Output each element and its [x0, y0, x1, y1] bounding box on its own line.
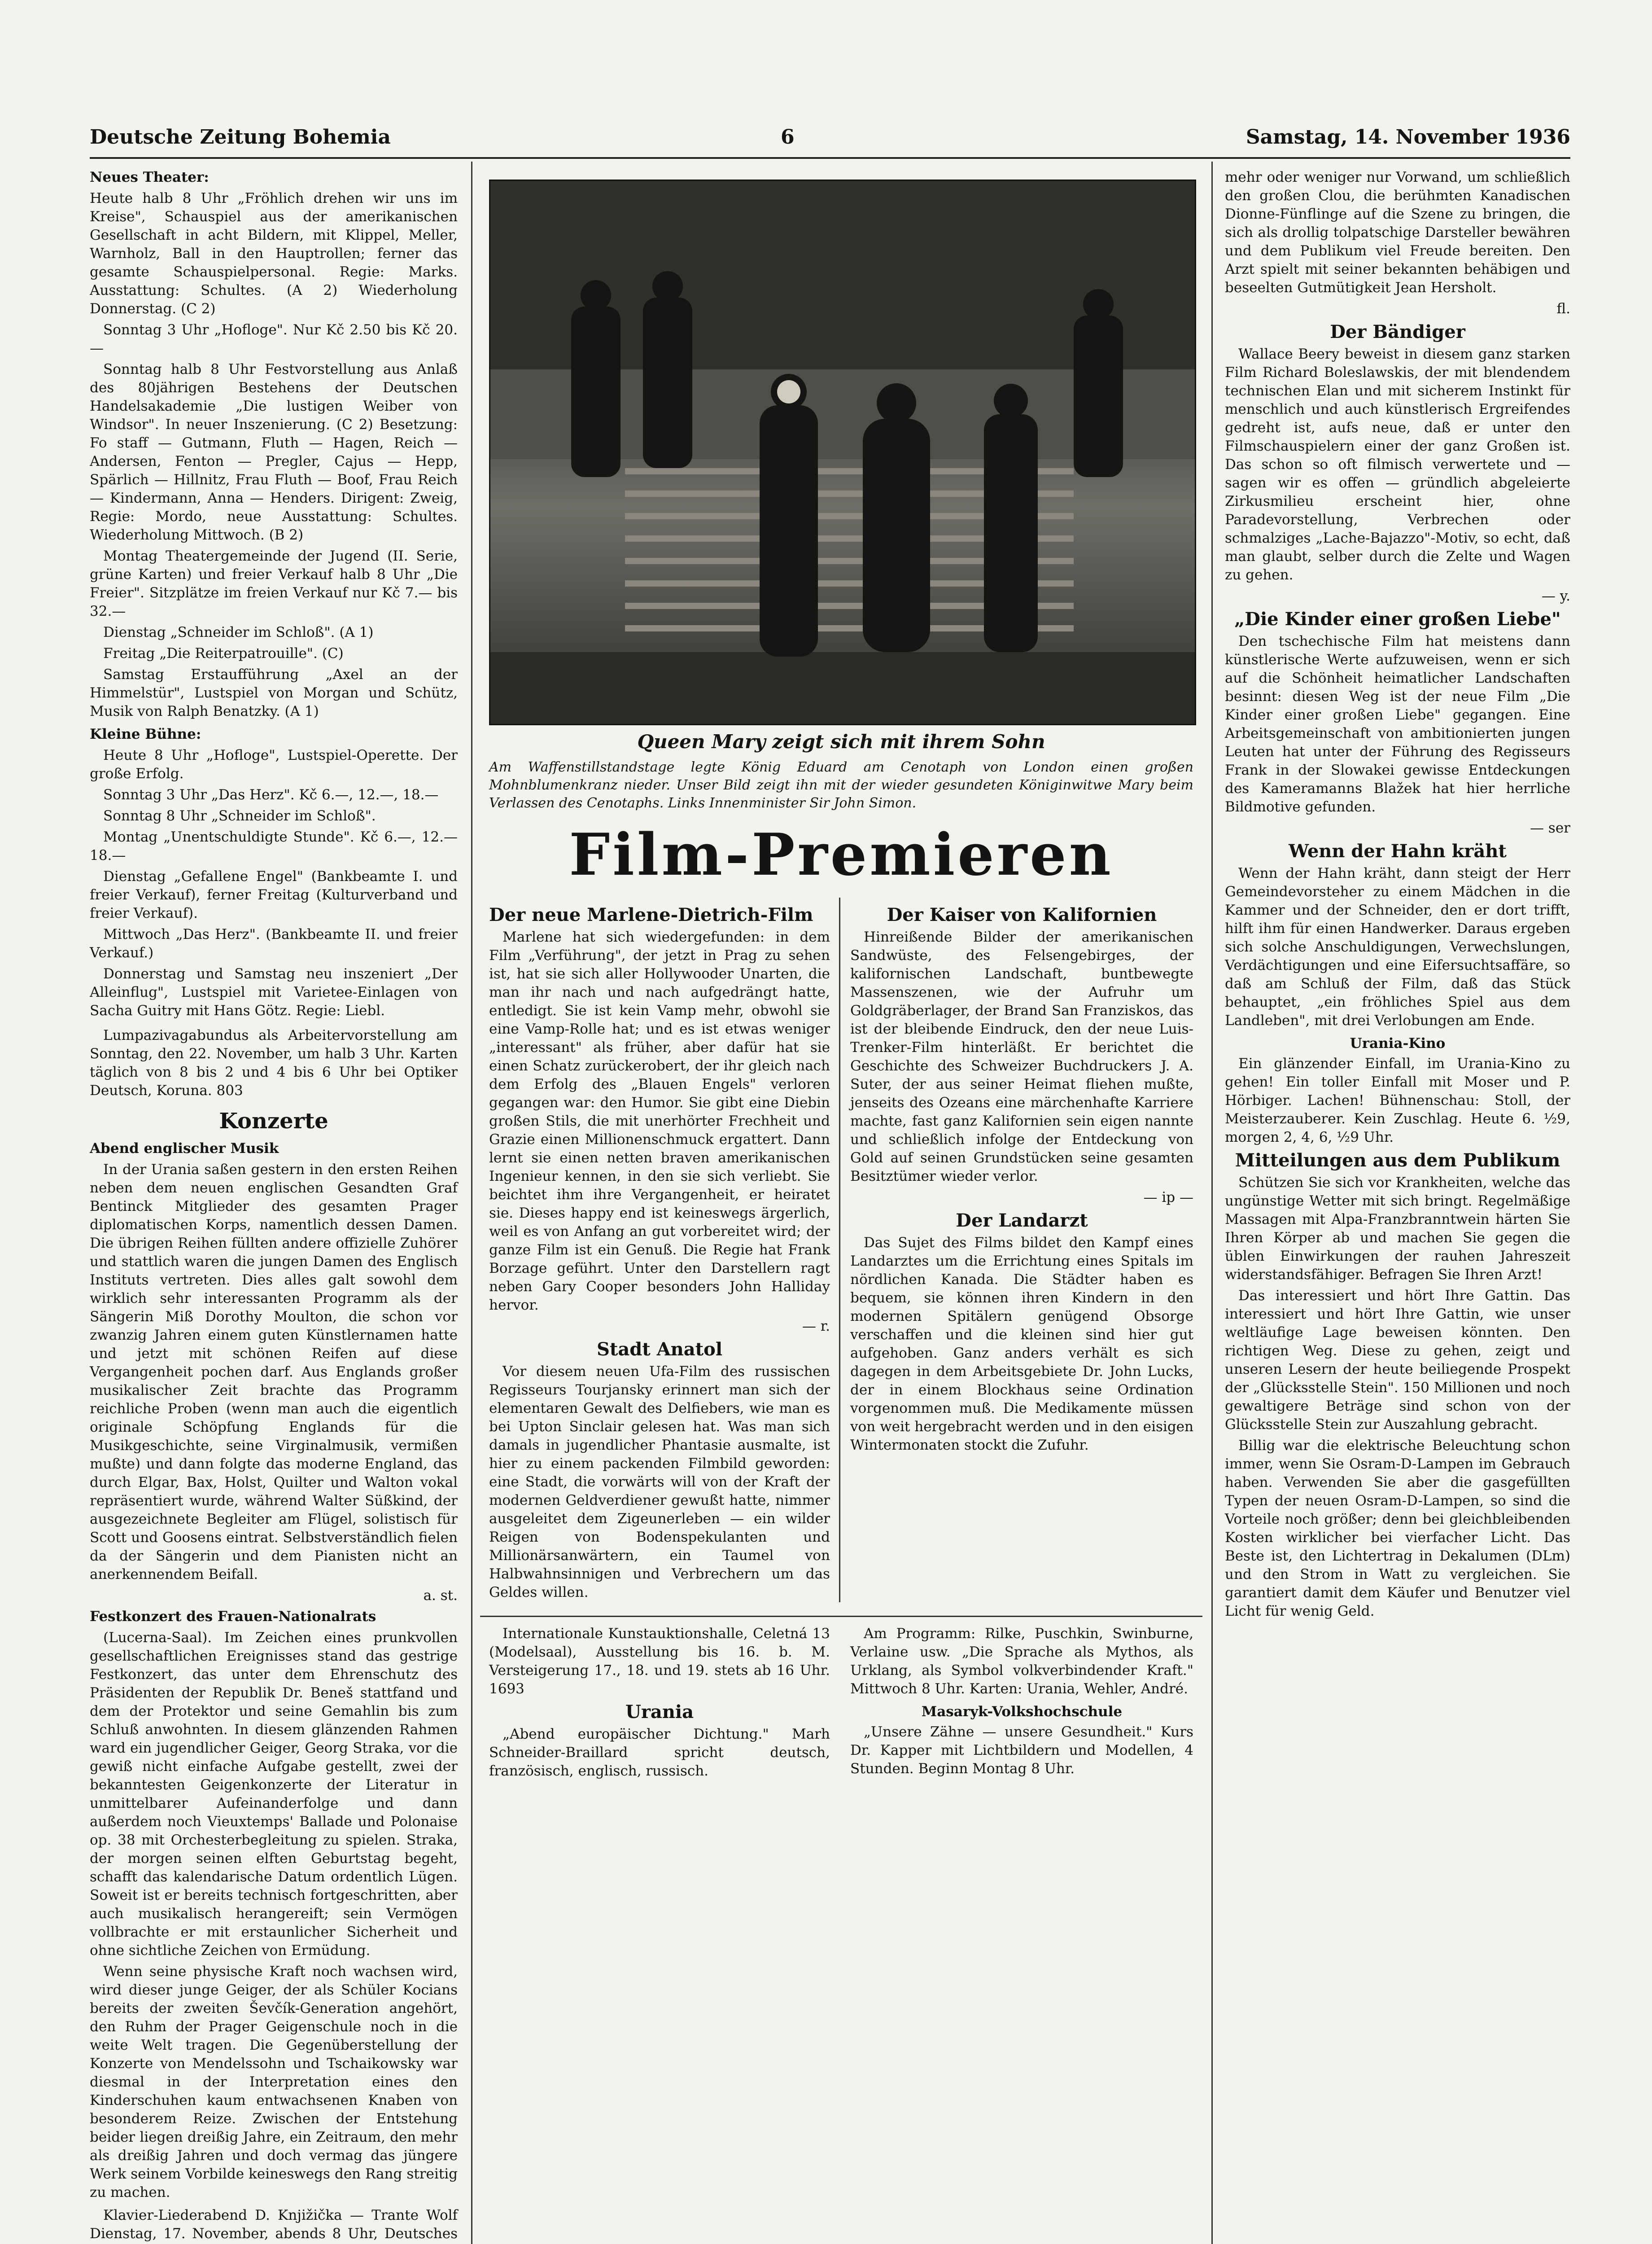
article-body: In der Urania saßen gestern in den ersten Reihen neben dem neuen englischen Gesandten Graf Bentinck Mitglieder des gesamten Prager diplomatischen Korps, namentlich dessen Damen. Die übrigen Reihen füllten andere offizielle Zuhörer und stattlich waren die jungen Damen des Englisch Instituts vertreten. Dies alles galt sowohl dem wirklich sehr interessanten Programm als der Sängerin Miß Dorothy Moulton, die schon vor zwanzig Jahren einem guten Künstlernamen hatte und jetzt mit schönen Reifen auf diese Vergangenheit pochen darf. Aus Englands großer musikalischer Zeit brachte das Programm reichliche Proben (wenn man auch die eigentlich originale Schöpfung Englands für die Musikgeschichte, seine Virginalmusik, vermißen mußte) und dann folgte das moderne England, das durch Elgar, Bax, Holst, Quilter und Walton vokal repräsentiert wurde, während Walter Süßkind, der ausgezeichnete Begleiter am Flügel, solistisch für Scott und Goosens eintrat. Selbstverständlich fielen da der Sängerin und dem Pianisten nicht an anerkennendem Beifall. [90, 1161, 458, 1582]
signature: fl. [1556, 301, 1570, 317]
paper-name: Deutsche Zeitung Bohemia [90, 126, 391, 149]
masthead-rule [90, 157, 1570, 159]
article-body: Wenn der Hahn kräht, dann steigt der Herr Gemeindevorsteher zu einem Mädchen in die Kammer und der Schneider, den er dort trifft, hilft ihm für einen Handwerker. Daraus ergeben sich solche Anschuldigungen, Verwechslungen, Verdächtigungen und eine Eifersuchtsaffäre, so daß am Schluß der Film, daß das Stück behauptet, „ein fröhliches Spiel aus dem Landleben", mit drei Verlobungen am Ende. [1225, 865, 1570, 1029]
section-title: Mitteilungen aus dem Publikum [1235, 1150, 1560, 1171]
column-divider [839, 898, 840, 1602]
section-title: Konzerte [219, 1109, 328, 1134]
column-divider [1211, 162, 1213, 2244]
article-title: Der neue Marlene-Dietrich-Film [489, 904, 813, 925]
listing: Heute 8 Uhr „Hofloge", Lustspiel-Operette. Der große Erfolg. [90, 747, 458, 782]
notice: Das interessiert und hört Ihre Gattin. Das interessiert und hört Ihre Gattin, wie unser weltläufige Lage beweisen könnten. Den richtigen Weg. Diese zu gehen, zeigt und unseren Lesern der heute beiliegende Prospekt der „Glücksstelle Stein". 150 Millionen und noch gewaltigere Beträge sind schon von der Glücksstelle Stein zur Auszahlung gebracht. [1225, 1288, 1570, 1433]
photo-caption: Am Waffenstillstandstage legte König Eduard am Cenotaph von London einen großen Mohnblumenkranz nieder. Unser Bild zeigt ihn mit der wieder gesundeten Königinwitwe Mary beim Verlassen des Cenotaphs. Links Innenminister Sir John Simon. [489, 759, 1193, 811]
notice: Billig war die elektrische Beleuchtung schon immer, wenn Sie Osram-D-Lampen im Gebrauch haben. Verwenden Sie aber die gasgefüllten Typen der neuen Osram-D-Lampen, so sind die Vorteile noch größer; denn bei gleichbleibenden Kosten wirklicher bei vierfacher Licht. Das Beste ist, den Lichtertrag in Dekalumen (DLm) und den Strom in Watt zu vergleichen. Sie garantiert damit dem Käufer und Benutzer viel Licht für wenig Geld. [1225, 1438, 1570, 1619]
photo-illustration [490, 181, 1195, 724]
notice: Ein glänzender Einfall, im Urania-Kino zu gehen! Ein toller Einfall mit Moser und P. Hörbiger. Lachen! Bühnenschau: Stoll, der Meisterzauberer. Kein Zuschlag. Heute 6. ½9, morgen 2, 4, 6, ½9 Uhr. [1225, 1056, 1570, 1145]
notice: Am Programm: Rilke, Puschkin, Swinburne, Verlaine usw. „Die Sprache als Mythos, als Urklang, als Symbol volkverbindender Kraft." Mittwoch 8 Uhr. Karten: Urania, Wehler, André. [850, 1626, 1193, 1697]
right-column [1225, 168, 1570, 1623]
article-body: mehr oder weniger nur Vorwand, um schließlich den großen Clou, die berühmten Kanadischen Dionne-Fünflinge auf die Szene zu bringen, die sich als drollig tolpatschige Darsteller bewähren und dem Publikum viel Freude bereiten. Den Arzt spielt mit seiner bekannten behäbigen und beseelten Gutmütigkeit Jean Hersholt. [1225, 169, 1570, 296]
column-divider [471, 162, 472, 2244]
article-body: Das Sujet des Films bildet den Kampf eines Landarztes um die Errichtung eines Spitals im nördlichen Kanada. Die Städter haben es bequem, sie können ihren Kindern in den modernen Spitälern genügend Obsorge verschaffen und die kleinen sind hier gut aufgehoben. Ganz anders verhält es sich dagegen in dem Arbeitsgebiete Dr. John Lucks, der in einem Blockhaus seine Ordination vorgenommen muß. Die Medikamente müssen von weit hergebracht werden und in den eisigen Wintermonaten stockt die Zufuhr. [850, 1235, 1193, 1453]
article-body: (Lucerna-Saal). Im Zeichen eines prunkvollen gesellschaftlichen Ereignisses stand das gestrige Festkonzert, das unter dem Ehrenschutz des Präsidenten der Republik Dr. Beneš stattfand und dem der Protektor und seine Gemahlin bis zum Schluß anwohnten. In diesem glänzenden Rahmen ward ein jugendlicher Geiger, Georg Straka, vor die gewiß nicht einfache Aufgabe gestellt, zwei der bekanntesten Geigenkonzerte der Literatur in unmittelbarer Aufeinanderfolge und dann außerdem noch Vieuxtemps' Ballade und Polonaise op. 38 mit Orchesterbegleitung zu spielen. Straka, der morgen seinen elften Geburtstag begeht, schafft das kalendarische Datum ordentlich Lügen. Soweit ist er bereits technisch fortgeschritten, aber auch musikalisch herangereift; sein Vermögen vollbrachte er mit erstaunlicher Sicherheit und ohne sichtliche Zeichen von Ermüdung. [90, 1630, 458, 1959]
article-body: Vor diesem neuen Ufa-Film des russischen Regisseurs Tourjansky erinnert man sich der elementaren Gewalt des Delfiebers, wie man es bei Upton Sinclair gelesen hat. Was man sich damals in jugendlicher Phantasie ausmalte, ist hier zu einem packenden Filmbild geworden: eine Stadt, die vorwärts will von der Kraft der modernen Geldverdiener gewußt hatte, nimmer ausgeleitet dem Zigeunerleben — ein wilder Reigen von Bodenspekulanten und Millionärsanwärtern, ein Taumel von Halbwahnsinnigen und Verbrechern um das Geldes willen. [489, 1363, 830, 1600]
article-body: Den tschechische Film hat meistens dann künstlerische Werte aufzuweisen, wenn er sich auf die Schönheit heimatlicher Landschaften besinnt: diesen Weg ist der neue Film „Die Kinder einer großen Liebe" gegangen. Eine Arbeitsgemeinschaft von ambitionierten jungen Leuten hat unter der Führung des Regisseurs Frank in der Slowakei gewisse Entdeckungen des Kameramanns Blažek hat hier herrliche Bildmotive gefunden. [1225, 633, 1570, 815]
listing: Heute halb 8 Uhr „Fröhlich drehen wir uns im Kreise", Schauspiel aus der amerikanischen Gesellschaft in acht Bildern, mit Klippel, Meller, Warnholz, Ball in den Hauptrollen; ferner das gesamte Schauspielpersonal. Regie: Marks. Ausstattung: Schultes. (A 2) Wiederholung Donnerstag. (C 2) [90, 190, 458, 317]
notice: „Abend europäischer Dichtung." Marh Schneider-Braillard spricht deutsch, französisch, englisch, russisch. [489, 1726, 830, 1779]
issue-date: Samstag, 14. November 1936 [1246, 126, 1570, 149]
article-title: Wenn der Hahn kräht [1289, 841, 1507, 862]
photo-title: Queen Mary zeigt sich mit ihrem Sohn [637, 731, 1045, 753]
notice: „Unsere Zähne — unsere Gesundheit." Kurs Dr. Kapper mit Lichtbildern und Modellen, 4 Stunden. Beginn Montag 8 Uhr. [850, 1724, 1193, 1777]
article-title: Der Kaiser von Kalifornien [887, 904, 1157, 925]
listing: Mittwoch „Das Herz". (Bankbeamte II. und freier Verkauf.) [90, 926, 458, 961]
signature: — ip — [1143, 1189, 1193, 1205]
section-title: Masaryk-Volkshochschule [921, 1704, 1123, 1720]
signature: — r. [802, 1318, 830, 1334]
article-body: Wenn seine physische Kraft noch wachsen wird, wird dieser junge Geiger, der als Schüler Kocians bereits der zweiten Ševčík-Generation angehört, den Ruhm der Prager Geigenschule noch in die weite Welt tragen. Die Gegenüberstellung der Konzerte von Mendelssohn und Tschaikowsky war diesmal in der Interpretation eines den Kinderschuhen kaum entwachsenen Knaben von besonderem Reize. Zwischen der Entstehung beider liegen dreißig Jahre, ein Zeitraum, den mehr als dreißig Jahren und doch vermag das jüngere Werk seinem Vorbilde keineswegs den Rang streitig zu machen. [90, 1964, 458, 2200]
film-premieren-title: Film-Premieren [569, 821, 1114, 889]
article-title: „Die Kinder einer großen Liebe" [1234, 609, 1561, 630]
article-title: Abend englischer Musik [90, 1140, 279, 1157]
listing: Montag „Unentschuldigte Stunde". Kč 6.—, 12.— 18.— [90, 829, 458, 863]
photo-queen-mary [489, 180, 1196, 725]
article-body: Hinreißende Bilder der amerikanischen Sandwüste, des Felsengebirges, der kalifornischen Landschaft, buntbewegte Massenszenen, wie der Aufruhr um Goldgräberlager, der Brand San Franziskos, das ist der bleibende Eindruck, den der neue Luis-Trenker-Film hinterläßt. Er berichtet die Geschichte des Schweizer Buchdruckers J. A. Suter, der aus seiner Heimat fliehen mußte, jenseits des Ozeans eine märchenhafte Karriere machte, fast ganz Kalifornien sein eigen nannte und schließlich infolge der Entdeckung von Gold auf seinen Grundstücken seine gesamten Besitztümer wieder verlor. [850, 929, 1193, 1184]
notice: Lumpazivagabundus als Arbeitervorstellung am Sonntag, den 22. November, um halb 3 Uhr. Karten täglich von 8 bis 2 und 4 bis 6 Uhr bei Optiker Deutsch, Koruna. 803 [90, 1027, 458, 1099]
film-column-right [850, 902, 1193, 1457]
notice: Schützen Sie sich vor Krankheiten, welche das ungünstige Wetter mit sich bringt. Regelmäßige Massagen mit Alpa-Franzbranntwein härten Sie Ihren Körper ab und machen Sie gegen die üblen Einwirkungen der rauhen Jahreszeit widerstandsfähiger. Befragen Sie Ihren Arzt! [1225, 1175, 1570, 1283]
section-rule [480, 1616, 1202, 1617]
notice: Klavier-Liederabend D. Knjižička — Trante Wolf Dienstag, 17. November, abends 8 Uhr, Deutsches [90, 2207, 458, 2242]
section-title: Urania [625, 1701, 694, 1722]
article-body: Wallace Beery beweist in diesem ganz starken Film Richard Boleslawskis, der mit blendendem technischen Elan und mit sicherem Instinkt für menschlich und auch künstlerisch Ergreifendes gedreht ist, aufs neue, daß er unter den Filmschauspielern einer der ganz Großen ist. Das schon so oft filmisch verwertete und — sagen wir es offen — gründlich abgeleierte Zirkusmilieu erscheint hier, ohne Paradevorstellung, Verbrechen oder schmalziges „Lache-Bajazzo"-Motiv, so echt, daß man glaubt, selber durch die Zelte und Wagen zu gehen. [1225, 346, 1570, 583]
page-number: 6 [781, 126, 795, 149]
signature: a. st. [423, 1587, 458, 1604]
bottom-column-right [850, 1625, 1193, 1781]
listing: Sonntag 3 Uhr „Das Herz". Kč 6.—, 12.—, 18.— [103, 787, 439, 803]
section-title: Urania-Kino [1350, 1035, 1446, 1052]
listing: Donnerstag und Samstag neu inszeniert „Der Alleinflug", Lustspiel mit Varietee-Einlagen von Sacha Guitry mit Hans Götz. Regie: Liebl. [90, 966, 458, 1019]
article-title: Der Bändiger [1330, 321, 1465, 342]
signature: — ser [1530, 820, 1570, 836]
bottom-column-left [489, 1625, 830, 1783]
article-body: Marlene hat sich wiedergefunden: in dem Film „Verführung", der jetzt in Prag zu sehen ist, hat sie sich aller Hollywooder Unarten, die man ihr nach und nach aufgedrängt hatte, entledigt. Sie ist kein Vamp mehr, obwohl sie eine Vamp-Rolle hat; und es ist etwas weniger „interessant" als früher, aber dafür hat sie einen Schatz zurückerobert, der ihr gleich nach dem Erfolg des „Blauen Engels" verloren gegangen war: den Humor. Sie gibt eine Diebin großen Stils, die mit unerhörter Frechheit und Grazie einen Millionenschmuck ergattert. Dann lernt sie einen netten braven amerikanischen Ingenieur kennen, in den sie sich verliebt. Sie beichtet ihm ihre Vergangenheit, er heiratet sie. Dieses happy end ist keineswegs ärgerlich, weil es von Anfang an gut vorbereitet wird; der ganze Film ist ein Genuß. Die Regie hat Frank Borzage geführt. Unter den Darstellern ragt neben Gary Cooper besonders John Halliday hervor. [489, 929, 830, 1313]
section-heading: Neues Theater: [90, 169, 209, 185]
article-title: Stadt Anatol [596, 1339, 723, 1360]
listing: Samstag Erstaufführung „Axel an der Himmelstür", Lustspiel von Morgan und Schütz, Musik von Ralph Benatzky. (A 1) [90, 666, 458, 719]
left-column [90, 168, 458, 2244]
masthead [90, 126, 1570, 153]
listing: Sonntag 8 Uhr „Schneider im Schloß". [103, 808, 376, 824]
film-column-left [489, 902, 830, 1604]
listing: Freitag „Die Reiterpatrouille". (C) [103, 645, 344, 662]
listing: Dienstag „Gefallene Engel" (Bankbeamte I. und freier Verkauf), ferner Freitag (Kulturverband und freier Verkauf). [90, 868, 458, 921]
listing: Sonntag halb 8 Uhr Festvorstellung aus Anlaß des 80jährigen Bestehens der Deutschen Handelsakademie „Die lustigen Weiber von Windsor". In neuer Inszenierung. (C 2) Besetzung: Fo staff — Gutmann, Fluth — Hagen, Reich — Andersen, Fenton — Pregler, Cajus — Hepp, Spärlich — Hillnitz, Frau Fluth — Boof, Frau Reich — Kindermann, Anna — Henders. Dirigent: Zweig, Regie: Mordo, neue Ausstattung: Schultes. Wiederholung Mittwoch. (B 2) [90, 361, 458, 543]
article-title: Der Landarzt [956, 1210, 1088, 1231]
article-title: Festkonzert des Frauen-Nationalrats [90, 1608, 376, 1625]
notice: Internationale Kunstauktionshalle, Celetná 13 (Modelsaal), Ausstellung bis 16. b. M. Versteigerung 17., 18. und 19. stets ab 16 Uhr. 1693 [489, 1626, 830, 1697]
listing: Montag Theatergemeinde der Jugend (II. Serie, grüne Karten) und freier Verkauf halb 8 Uhr „Die Freier". Sitzplätze im freien Verkauf nur Kč 7.— bis 32.— [90, 548, 458, 619]
listing: Dienstag „Schneider im Schloß". (A 1) [103, 624, 374, 640]
listing: Sonntag 3 Uhr „Hofloge". Nur Kč 2.50 bis Kč 20.— [90, 322, 458, 356]
signature: — y. [1541, 588, 1570, 604]
section-heading: Kleine Bühne: [90, 726, 201, 742]
